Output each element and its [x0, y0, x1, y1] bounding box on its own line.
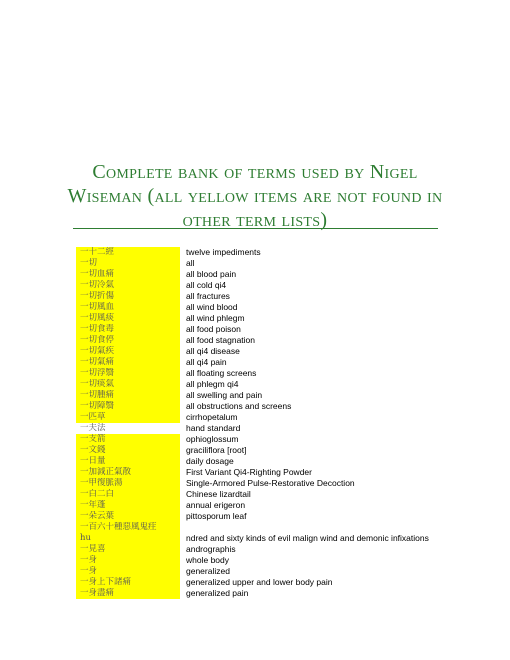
term-english: graciliflora [root] — [186, 445, 247, 455]
term-chinese: 一切血痛 — [76, 269, 180, 280]
term-row — [76, 555, 436, 566]
page-title: Complete bank of terms used by Nigel Wiseman (all yellow items are not found in other term lists) — [67, 161, 443, 231]
term-chinese: 一切痰氣 — [76, 379, 180, 390]
term-chinese: 一身 — [76, 555, 180, 566]
term-chinese: 一身 — [76, 566, 180, 577]
term-chinese: 一切食毒 — [76, 324, 180, 335]
title-divider — [73, 228, 438, 229]
term-row — [76, 500, 436, 511]
term-english: all wind phlegm — [186, 313, 245, 323]
term-row — [76, 412, 436, 423]
term-chinese: 一切冷氣 — [76, 280, 180, 291]
term-chinese: 一切風痰 — [76, 313, 180, 324]
term-row — [76, 577, 436, 588]
term-english: pittosporum leaf — [186, 511, 247, 521]
term-english: twelve impediments — [186, 247, 261, 257]
term-english: all blood pain — [186, 269, 237, 279]
term-chinese: 一匹草 — [76, 412, 180, 423]
term-chinese: 一切腫痛 — [76, 390, 180, 401]
term-chinese: 一甲復脈湯 — [76, 478, 180, 489]
term-row — [76, 247, 436, 258]
term-chinese: 一切氣疾 — [76, 346, 180, 357]
terms-table — [76, 247, 436, 599]
term-row — [76, 566, 436, 577]
term-english: andrographis — [186, 544, 236, 554]
term-row — [76, 346, 436, 357]
term-row — [76, 456, 436, 467]
term-row — [76, 368, 436, 379]
term-row — [76, 280, 436, 291]
term-english: all swelling and pain — [186, 390, 263, 400]
term-row — [76, 467, 436, 478]
term-chinese: 一切 — [76, 258, 180, 269]
term-english: generalized pain — [186, 588, 249, 598]
term-english: all — [186, 258, 195, 268]
term-chinese: 一日量 — [76, 456, 180, 467]
term-row — [76, 357, 436, 368]
term-english: all qi4 disease — [186, 346, 240, 356]
term-chinese: 一身盡痛 — [76, 588, 180, 599]
term-english: daily dosage — [186, 456, 234, 466]
term-row — [76, 434, 436, 445]
term-row — [76, 324, 436, 335]
term-row — [76, 390, 436, 401]
term-english: all food poison — [186, 324, 241, 334]
term-chinese: hu — [76, 533, 180, 544]
term-chinese: 一身上下諸痛 — [76, 577, 180, 588]
term-english: all cold qi4 — [186, 280, 227, 290]
term-row — [76, 269, 436, 280]
term-english: all phlegm qi4 — [186, 379, 239, 389]
term-row — [76, 478, 436, 489]
term-row — [76, 401, 436, 412]
term-chinese: 一見喜 — [76, 544, 180, 555]
term-chinese: 一朵云葉 — [76, 511, 180, 522]
term-row — [76, 258, 436, 269]
term-chinese: 一切食停 — [76, 335, 180, 346]
term-row — [76, 302, 436, 313]
term-row — [76, 313, 436, 324]
term-english: generalized — [186, 566, 230, 576]
term-row — [76, 511, 436, 522]
term-english: all food stagnation — [186, 335, 255, 345]
term-chinese: 一文錢 — [76, 445, 180, 456]
term-english: First Variant Qi4-Righting Powder — [186, 467, 312, 477]
term-english: generalized upper and lower body pain — [186, 577, 333, 587]
term-english: Chinese lizardtail — [186, 489, 251, 499]
term-chinese: 一百六十種惡風鬼疰 — [76, 522, 180, 533]
term-chinese: 一切障翳 — [76, 401, 180, 412]
term-row — [76, 588, 436, 599]
term-row — [76, 544, 436, 555]
term-row — [76, 291, 436, 302]
term-chinese: 一加減正氣散 — [76, 467, 180, 478]
term-row — [76, 533, 436, 544]
term-row — [76, 445, 436, 456]
term-row — [76, 522, 436, 533]
term-chinese: 一支箭 — [76, 434, 180, 445]
term-english: all floating screens — [186, 368, 257, 378]
term-english: Single-Armored Pulse-Restorative Decoction — [186, 478, 355, 488]
term-english: all obstructions and screens — [186, 401, 292, 411]
term-english: ophioglossum — [186, 434, 239, 444]
term-chinese: 一切氣痛 — [76, 357, 180, 368]
term-english: annual erigeron — [186, 500, 246, 510]
term-chinese: 一白二白 — [76, 489, 180, 500]
term-chinese: 一切浮翳 — [76, 368, 180, 379]
term-row — [76, 379, 436, 390]
term-english: all wind blood — [186, 302, 238, 312]
term-english: hand standard — [186, 423, 241, 433]
term-row — [76, 335, 436, 346]
term-english: all qi4 pain — [186, 357, 227, 367]
term-row — [76, 423, 436, 434]
term-chinese: 一切風血 — [76, 302, 180, 313]
term-english: whole body — [186, 555, 230, 565]
term-row — [76, 489, 436, 500]
term-chinese: 一夫法 — [76, 423, 180, 434]
term-chinese: 一年蓬 — [76, 500, 180, 511]
term-english: ndred and sixty kinds of evil malign wind and demonic infixations — [186, 533, 429, 543]
term-english: all fractures — [186, 291, 230, 301]
term-chinese: 一切折傷 — [76, 291, 180, 302]
term-english — [180, 522, 186, 533]
term-chinese: 一十二經 — [76, 247, 180, 258]
term-english: cirrhopetalum — [186, 412, 238, 422]
